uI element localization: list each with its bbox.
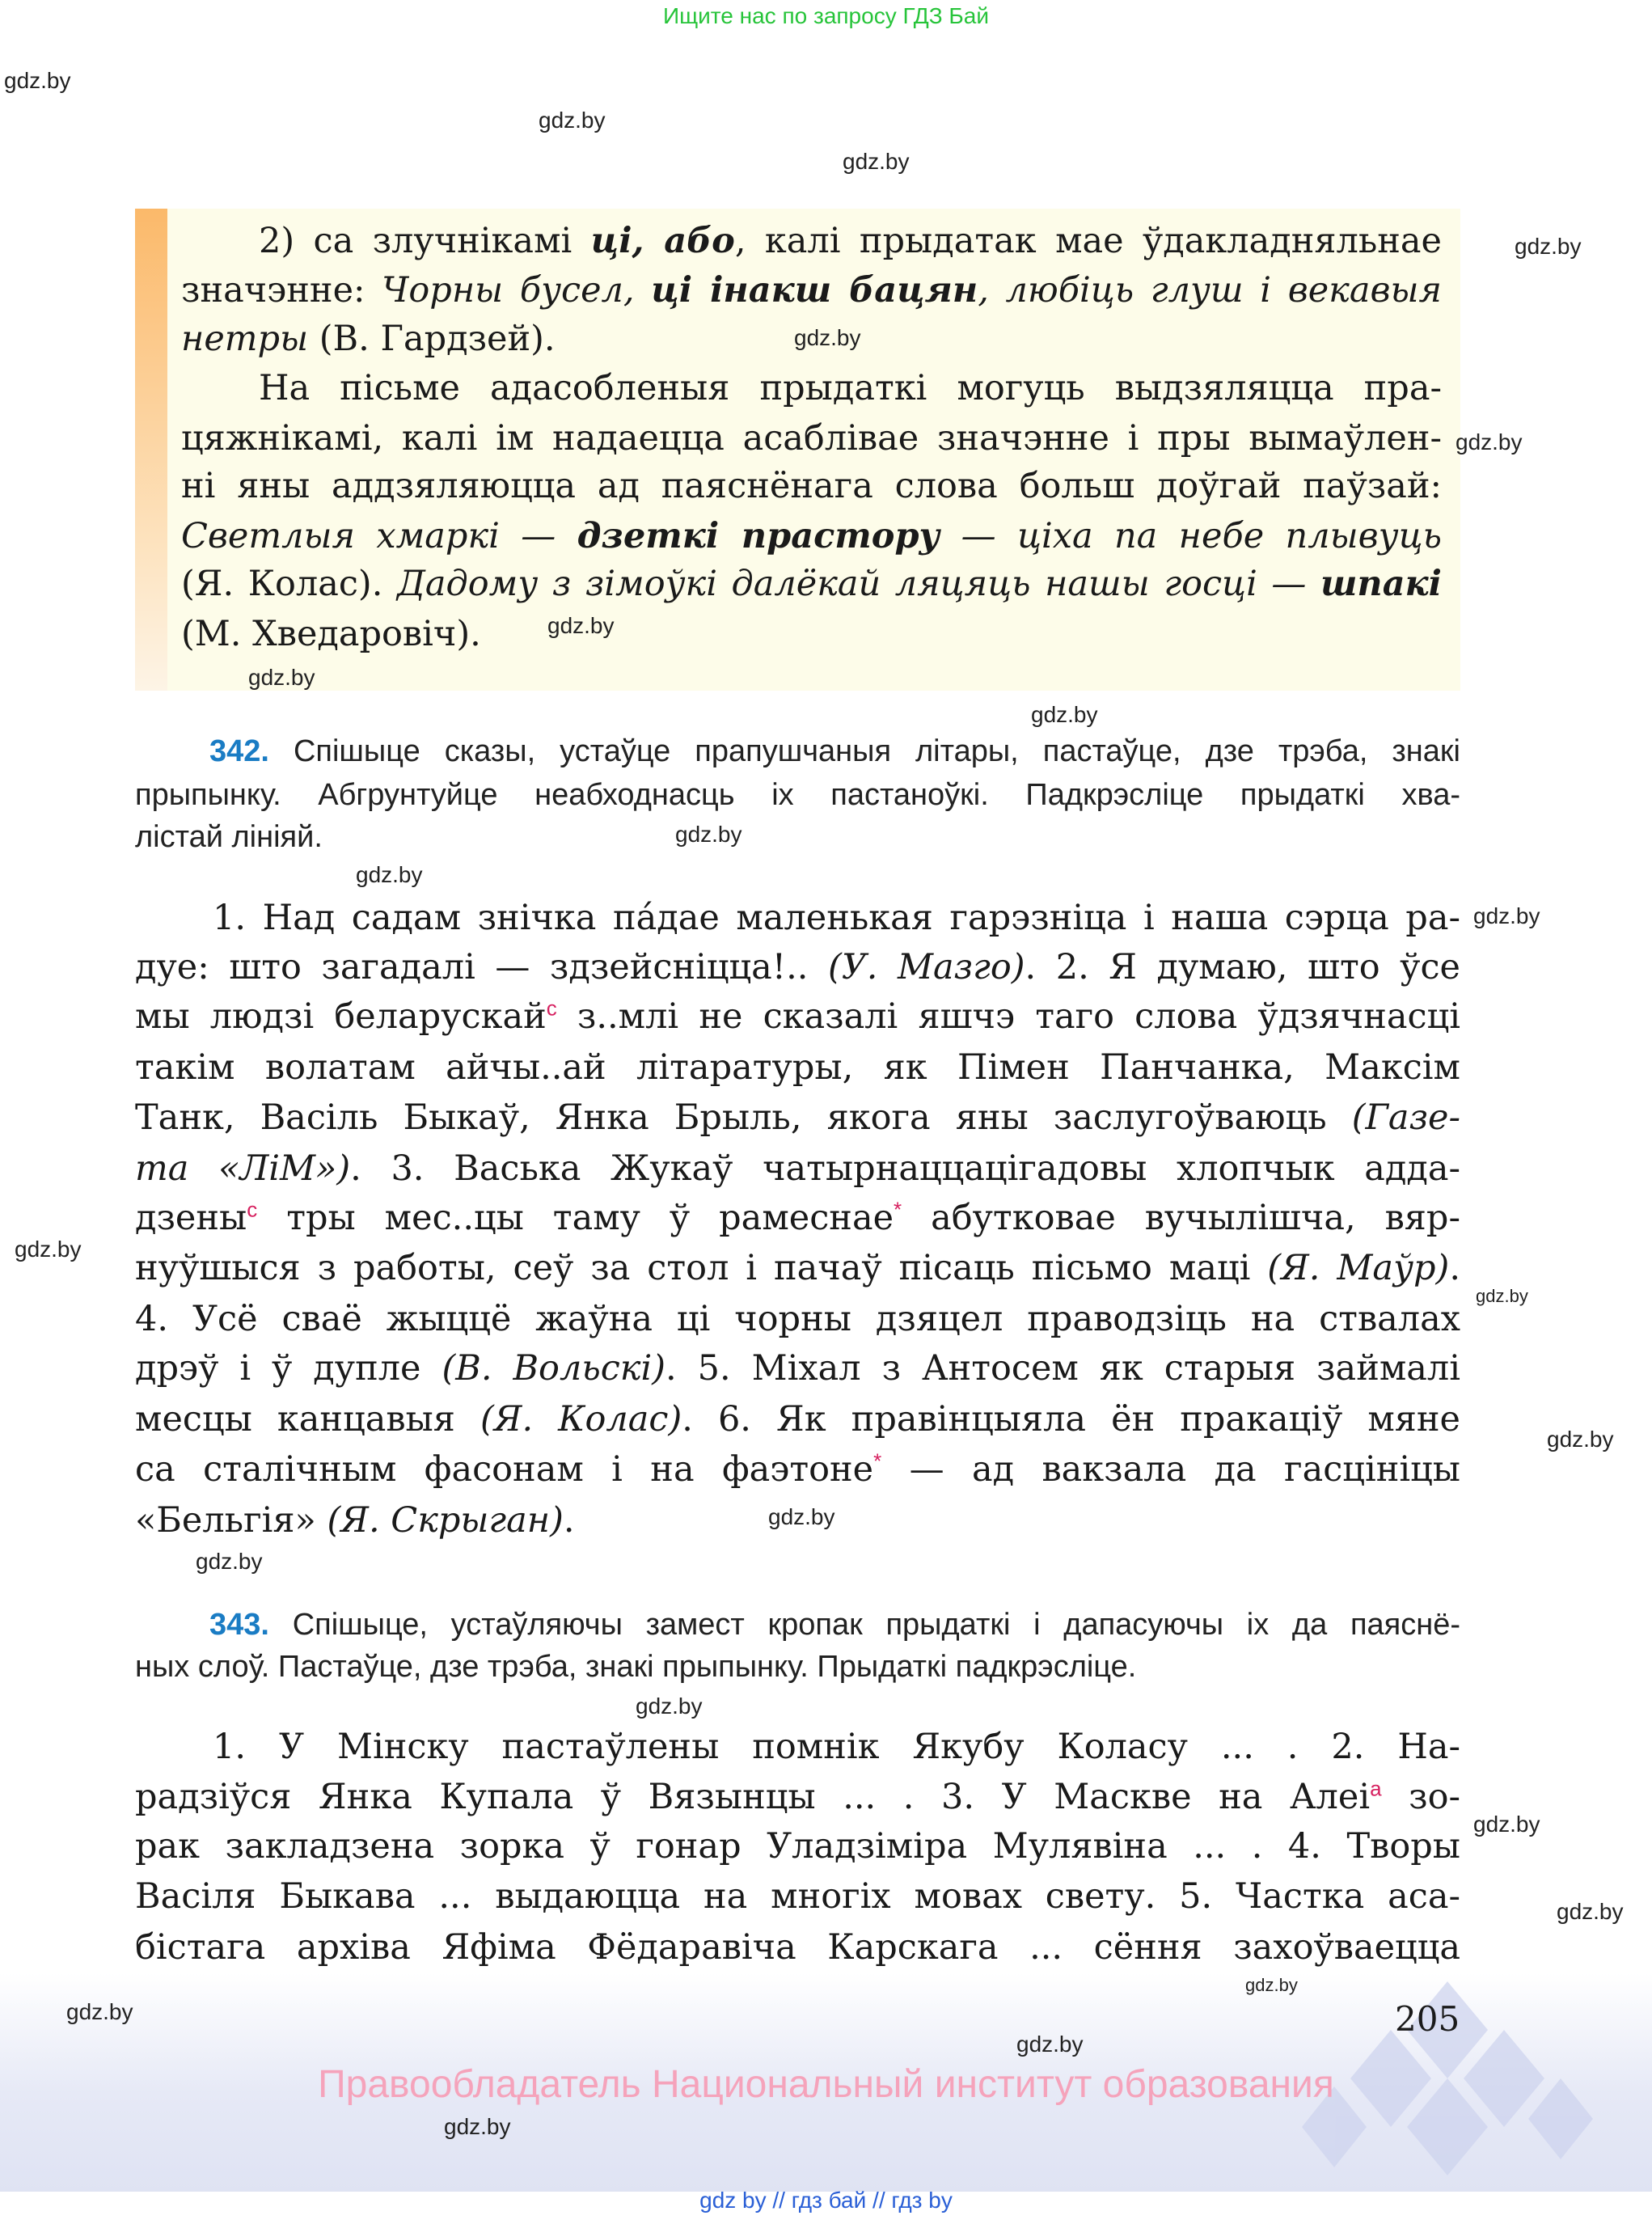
- text-run: (Я. Колас).: [181, 564, 397, 604]
- text-run: такім волатам айчы..ай літаратуры, як Пімен Панчанка, Максім: [135, 1047, 1460, 1088]
- text-line: [135, 1873, 1460, 1920]
- exercise-343-task-line: [135, 1605, 1460, 1645]
- watermark: gdz.by: [444, 2114, 511, 2139]
- text-run: — ад вакзала да гасцініцы: [881, 1449, 1460, 1490]
- footnote-marker: а: [1370, 1776, 1382, 1801]
- text-line: [135, 1296, 1460, 1342]
- text-run: 2) са злучнікамі: [259, 221, 591, 261]
- text-run: .: [563, 1500, 575, 1541]
- text-line: [135, 1194, 1460, 1241]
- text-run: цяжнікамі, калі ім надаецца асаблівае значэнне і пры вымаўлен-: [181, 418, 1442, 459]
- watermark: gdz.by: [1476, 1286, 1528, 1306]
- text-run: (Я. Маўр): [1267, 1248, 1450, 1288]
- text-line: [181, 415, 1442, 462]
- task-text: Спішыце, устаўляючы замест кропак прыдаткі і дапасуючы іх да паяснё-: [292, 1608, 1461, 1642]
- text-run: месцы канцавыя: [135, 1399, 480, 1440]
- text-run: Дадому з зімоўкі далёкай ляцяць нашы госці —: [396, 564, 1320, 604]
- task-text: Спішыце сказы, устаўце прапушчаныя літары, пастаўце, дзе трэба, знакі: [293, 734, 1460, 768]
- text-run: На пісьме адасобленыя прыдаткі могуць выдзяляцца пра-: [259, 368, 1442, 408]
- text-line: [135, 1924, 1460, 1971]
- text-run: дзены: [135, 1198, 247, 1238]
- text-run: тры мес..цы таму ў рамеснае: [257, 1198, 894, 1238]
- watermark: gdz.by: [547, 613, 615, 638]
- text-run: са сталічным фасонам і на фаэтоне: [135, 1449, 874, 1490]
- text-line: [135, 1345, 1460, 1392]
- text-run: (В. Гардзей).: [308, 319, 556, 359]
- text-run: (Газе-: [1351, 1097, 1460, 1138]
- text-run: 4. Усё сваё жыццё жаўна ці чорны дзяцел праводзіць на ствалах: [135, 1299, 1460, 1339]
- text-line: [181, 611, 1442, 657]
- text-run: зо-: [1381, 1777, 1460, 1817]
- text-run: нетры: [181, 319, 309, 359]
- watermark: gdz.by: [1245, 1975, 1298, 1995]
- text-line: [135, 1145, 1460, 1192]
- watermark: gdz.by: [356, 862, 423, 887]
- text-line: [181, 560, 1442, 607]
- text-line: [181, 365, 1442, 412]
- text-line: [135, 1245, 1460, 1292]
- text-run: , калі прыдатак мае ўдакладняльнае: [734, 221, 1442, 261]
- copyright-notice: Правообладатель Национальный институт образования: [318, 2063, 1334, 2106]
- text-run: 1. Над садам знічка па́дае маленькая гарэзніца і наша сэрца ра-: [213, 898, 1460, 938]
- watermark: gdz.by: [196, 1549, 263, 1574]
- watermark: gdz.by: [1473, 903, 1540, 928]
- text-run: значэнне:: [181, 270, 382, 311]
- exercise-342-task-line: [135, 775, 1460, 815]
- text-run: .: [1449, 1248, 1460, 1288]
- text-run: Танк, Васіль Быкаў, Янка Брыль, якога яны заслугоўваюць: [135, 1097, 1352, 1138]
- exercise-number: 343.: [209, 1608, 269, 1642]
- text-run: (Я. Скрыган): [327, 1500, 564, 1541]
- text-line: [135, 1774, 1460, 1820]
- footnote-marker: с: [546, 996, 557, 1021]
- watermark: gdz.by: [15, 1237, 82, 1262]
- text-line: [135, 894, 1460, 941]
- text-run: шпакі: [1320, 564, 1442, 604]
- text-run: бістага архіва Яфіма Фёдаравіча Карскага ... сёння захоўваецца: [135, 1927, 1460, 1968]
- watermark: gdz.by: [768, 1504, 835, 1529]
- watermark: gdz.by: [1557, 1899, 1624, 1924]
- watermark: gdz.by: [1456, 429, 1523, 455]
- text-run: радзіўся Янка Купала ў Вязынцы ... . 3. У Маскве на Алеі: [135, 1777, 1371, 1817]
- text-line: [135, 1396, 1460, 1443]
- text-run: (М. Хведаровіч).: [181, 614, 481, 654]
- footnote-marker: *: [873, 1448, 882, 1474]
- bottom-links[interactable]: gdz by // гдз бай // гдз by: [699, 2188, 953, 2213]
- text-run: ці, або: [590, 221, 735, 261]
- watermark: gdz.by: [1016, 2032, 1084, 2057]
- text-run: . 2. Я думаю, што ўсе: [1025, 947, 1460, 987]
- watermark: gdz.by: [1473, 1812, 1540, 1837]
- exercise-342-task-line: [135, 817, 1460, 857]
- text-run: дуе: што загадалі — здзейсніцца!..: [135, 947, 828, 987]
- text-line: [181, 513, 1442, 560]
- text-run: Светлыя хмаркі —: [181, 516, 577, 556]
- text-run: нуўшыся з работы, сеў за стол і пачаў пісаць пісьмо маці: [135, 1248, 1268, 1288]
- text-line: [135, 944, 1460, 991]
- text-run: (У. Мазго): [827, 947, 1025, 987]
- text-line: [181, 463, 1442, 509]
- watermark: gdz.by: [636, 1693, 703, 1719]
- text-run: абутковае вучылішча, вяр-: [902, 1198, 1460, 1238]
- text-run: «Бельгія»: [135, 1500, 327, 1541]
- text-run: дрэў і ў дупле: [135, 1348, 442, 1389]
- text-line: [135, 1446, 1460, 1493]
- text-run: 1. У Мінску пастаўлены помнік Якубу Коласу ... . 2. На-: [213, 1727, 1460, 1767]
- task-text: прыпынку. Абгрунтуйце неабходнасць іх пастаноўкі. Падкрэсліце прыдаткі хва-: [135, 778, 1460, 812]
- text-line: [135, 1723, 1460, 1770]
- text-run: мы людзі беларускай: [135, 996, 547, 1037]
- watermark: gdz.by: [1515, 234, 1582, 259]
- footnote-marker: с: [247, 1197, 258, 1222]
- text-run: ці інакш бацян: [651, 270, 978, 311]
- watermark: gdz.by: [4, 68, 71, 93]
- watermark: gdz.by: [1547, 1427, 1614, 1452]
- text-run: ні яны аддзяляюцца ад паяснёнага слова больш доўгай паўзай:: [181, 466, 1442, 506]
- exercise-number: 342.: [209, 734, 269, 768]
- watermark: gdz.by: [248, 665, 315, 690]
- text-line: [181, 267, 1442, 314]
- text-line: [181, 218, 1442, 264]
- watermark: gdz.by: [843, 149, 910, 174]
- footnote-marker: *: [894, 1197, 902, 1222]
- text-run: рак закладзена зорка ў гонар Уладзіміра Мулявіна ... . 4. Творы: [135, 1826, 1460, 1867]
- task-text: лістай лініяй.: [135, 820, 323, 854]
- search-banner[interactable]: Ищите нас по запросу ГДЗ Бай: [662, 3, 990, 28]
- task-text: ных слоў. Пастаўце, дзе трэба, знакі прыпынку. Прыдаткі падкрэсліце.: [135, 1650, 1137, 1684]
- text-run: (Я. Колас): [480, 1399, 682, 1440]
- text-line: [135, 1823, 1460, 1870]
- text-run: . 6. Як правінцыяла ён пракаціў мяне: [682, 1399, 1461, 1440]
- text-run: дзеткі прастору: [577, 516, 940, 556]
- text-run: (В. Вольскі): [442, 1348, 666, 1389]
- exercise-342-task-line: [135, 731, 1460, 772]
- text-line: [135, 1094, 1460, 1141]
- text-run: з..млі не сказалі яшчэ таго слова ўдзячнасці: [556, 996, 1461, 1037]
- watermark: gdz.by: [539, 108, 606, 133]
- watermark: gdz.by: [1031, 702, 1098, 727]
- watermark: gdz.by: [66, 1999, 133, 2024]
- text-run: та «ЛіМ»): [135, 1148, 351, 1189]
- page-number: 205: [1395, 1999, 1460, 2039]
- text-run: — ціха па небе плывуць: [940, 516, 1442, 556]
- watermark: gdz.by: [794, 325, 861, 350]
- text-line: [135, 1044, 1460, 1091]
- text-line: [135, 993, 1460, 1040]
- exercise-343-task-line: [135, 1647, 1460, 1687]
- text-run: . 3. Васька Жукаў чатырнаццацігадовы хлопчык адда-: [350, 1148, 1460, 1189]
- text-run: , любіць глуш і векавыя: [978, 270, 1442, 311]
- watermark: gdz.by: [675, 822, 742, 847]
- text-run: Чорны бусел,: [382, 270, 652, 311]
- text-run: . 5. Міхал з Антосем як старыя займалі: [665, 1348, 1461, 1389]
- rule-box-accent-bar: [135, 209, 167, 691]
- text-run: Васіля Быкава ... выдаюцца на многіх мовах свету. 5. Частка аса-: [135, 1876, 1460, 1917]
